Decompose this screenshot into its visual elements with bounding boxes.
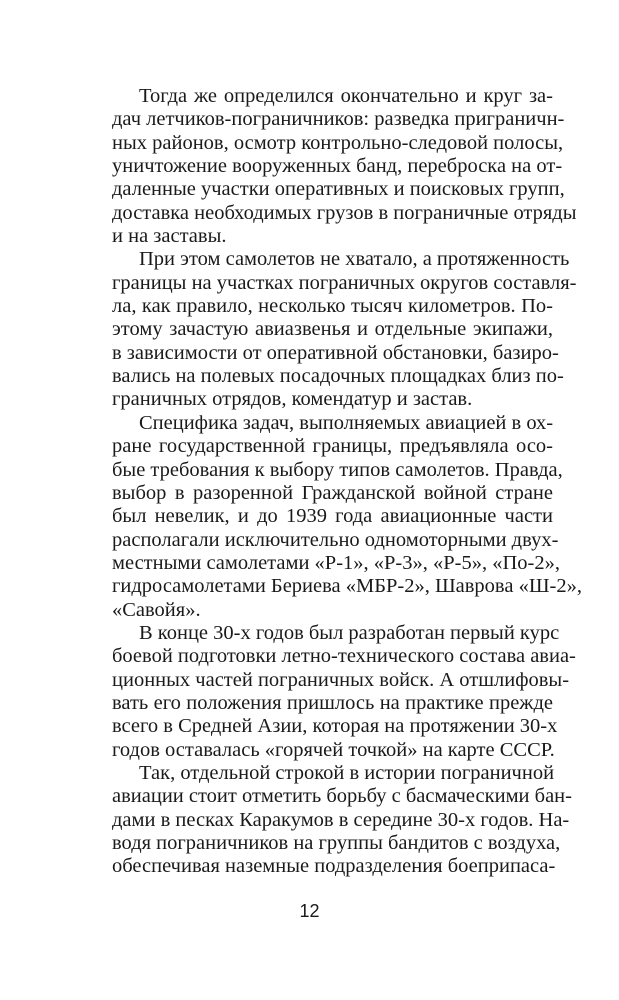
paragraph-3-line-7: местными самолетами «Р-1», «Р-3», «Р-5», «По-2», <box>112 551 560 574</box>
paragraph-2-line-6: вались на полевых посадочных площадках близ по- <box>112 365 564 388</box>
paragraph-3-line-3: бые требования к выбору типов самолетов. Правда, <box>112 458 563 481</box>
paragraph-5-line-2: авиации стоит отметить борьбу с басмаческими бан- <box>112 785 572 808</box>
paragraph-4-line-2: боевой подготовки летно-технического состава авиа- <box>112 645 576 668</box>
paragraph-5-line-1: Так, отдельной строкой в истории пограничной <box>139 761 555 784</box>
paragraph-4-line-6: годов оставалась «горячей точкой» на карте СССР. <box>112 738 555 761</box>
page-number: 12 <box>299 901 320 921</box>
paragraph-5-line-3: дами в песках Каракумов в середине 30-х годов. На- <box>112 808 570 831</box>
paragraph-2-line-7: граничных отрядов, комендатур и застав. <box>112 388 473 411</box>
paragraph-2-line-4: этому зачастую авиазвенья и отдельные экипажи, <box>112 318 553 341</box>
paragraph-1-line-3: ных районов, осмотр контрольно-следовой полосы, <box>112 131 564 154</box>
paragraph-1-line-6: доставка необходимых грузов в пограничные отряды <box>112 201 577 224</box>
paragraph-4-line-5: всего в Средней Азии, которая на протяжении 30-х <box>112 715 558 738</box>
paragraph-3-line-4: выбор в разоренной Гражданской войной стране <box>112 481 553 504</box>
paragraph-3-line-6: располагали исключительно одномоторными двух- <box>112 528 559 551</box>
paragraph-4-line-1: В конце 30-х годов был разработан первый курс <box>139 621 560 644</box>
paragraph-1-line-2: дач летчиков-пограничников: разведка приграничн- <box>112 108 565 131</box>
paragraph-2-line-3: ла, как правило, несколько тысяч километров. По- <box>112 295 553 318</box>
paragraph-3-line-8: гидросамолетами Бериева «МБР-2», Шаврова «Ш-2», <box>112 575 582 598</box>
paragraph-3-line-5: был невелик, и до 1939 года авиационные части <box>112 505 553 528</box>
paragraph-4-line-3: ционных частей пограничных войск. А отшлифовы- <box>112 668 570 691</box>
paragraph-2-line-5: в зависимости от оперативной обстановки, базиро- <box>112 341 559 364</box>
paragraph-3-line-9: «Савойя». <box>112 598 201 621</box>
paragraph-1-line-1: Тогда же определился окончательно и круг за- <box>139 85 553 107</box>
paragraph-4-line-4: вать его положения пришлось на практике прежде <box>112 691 553 714</box>
paragraph-2-line-1: При этом самолетов не хватало, а протяженность <box>139 248 570 271</box>
paragraph-5-line-4: водя пограничников на группы бандитов с воздуха, <box>112 832 561 854</box>
paragraph-1-line-4: уничтожение вооруженных банд, переброска на от- <box>112 155 563 178</box>
paragraph-5-line-5: обеспечивая наземные подразделения боеприпаса- <box>112 855 556 878</box>
paragraph-3-line-2: ране государственной границы, предъявляла осо- <box>112 435 553 458</box>
paragraph-1-line-5: даленные участки оперативных и поисковых групп, <box>112 178 565 201</box>
body-text <box>112 85 582 879</box>
paragraph-3-line-1: Специфика задач, выполняемых авиацией в ох- <box>139 411 554 434</box>
paragraph-2-line-2: границы на участках пограничных округов составля- <box>112 271 577 294</box>
paragraph-1-line-7: и на заставы. <box>112 225 227 248</box>
